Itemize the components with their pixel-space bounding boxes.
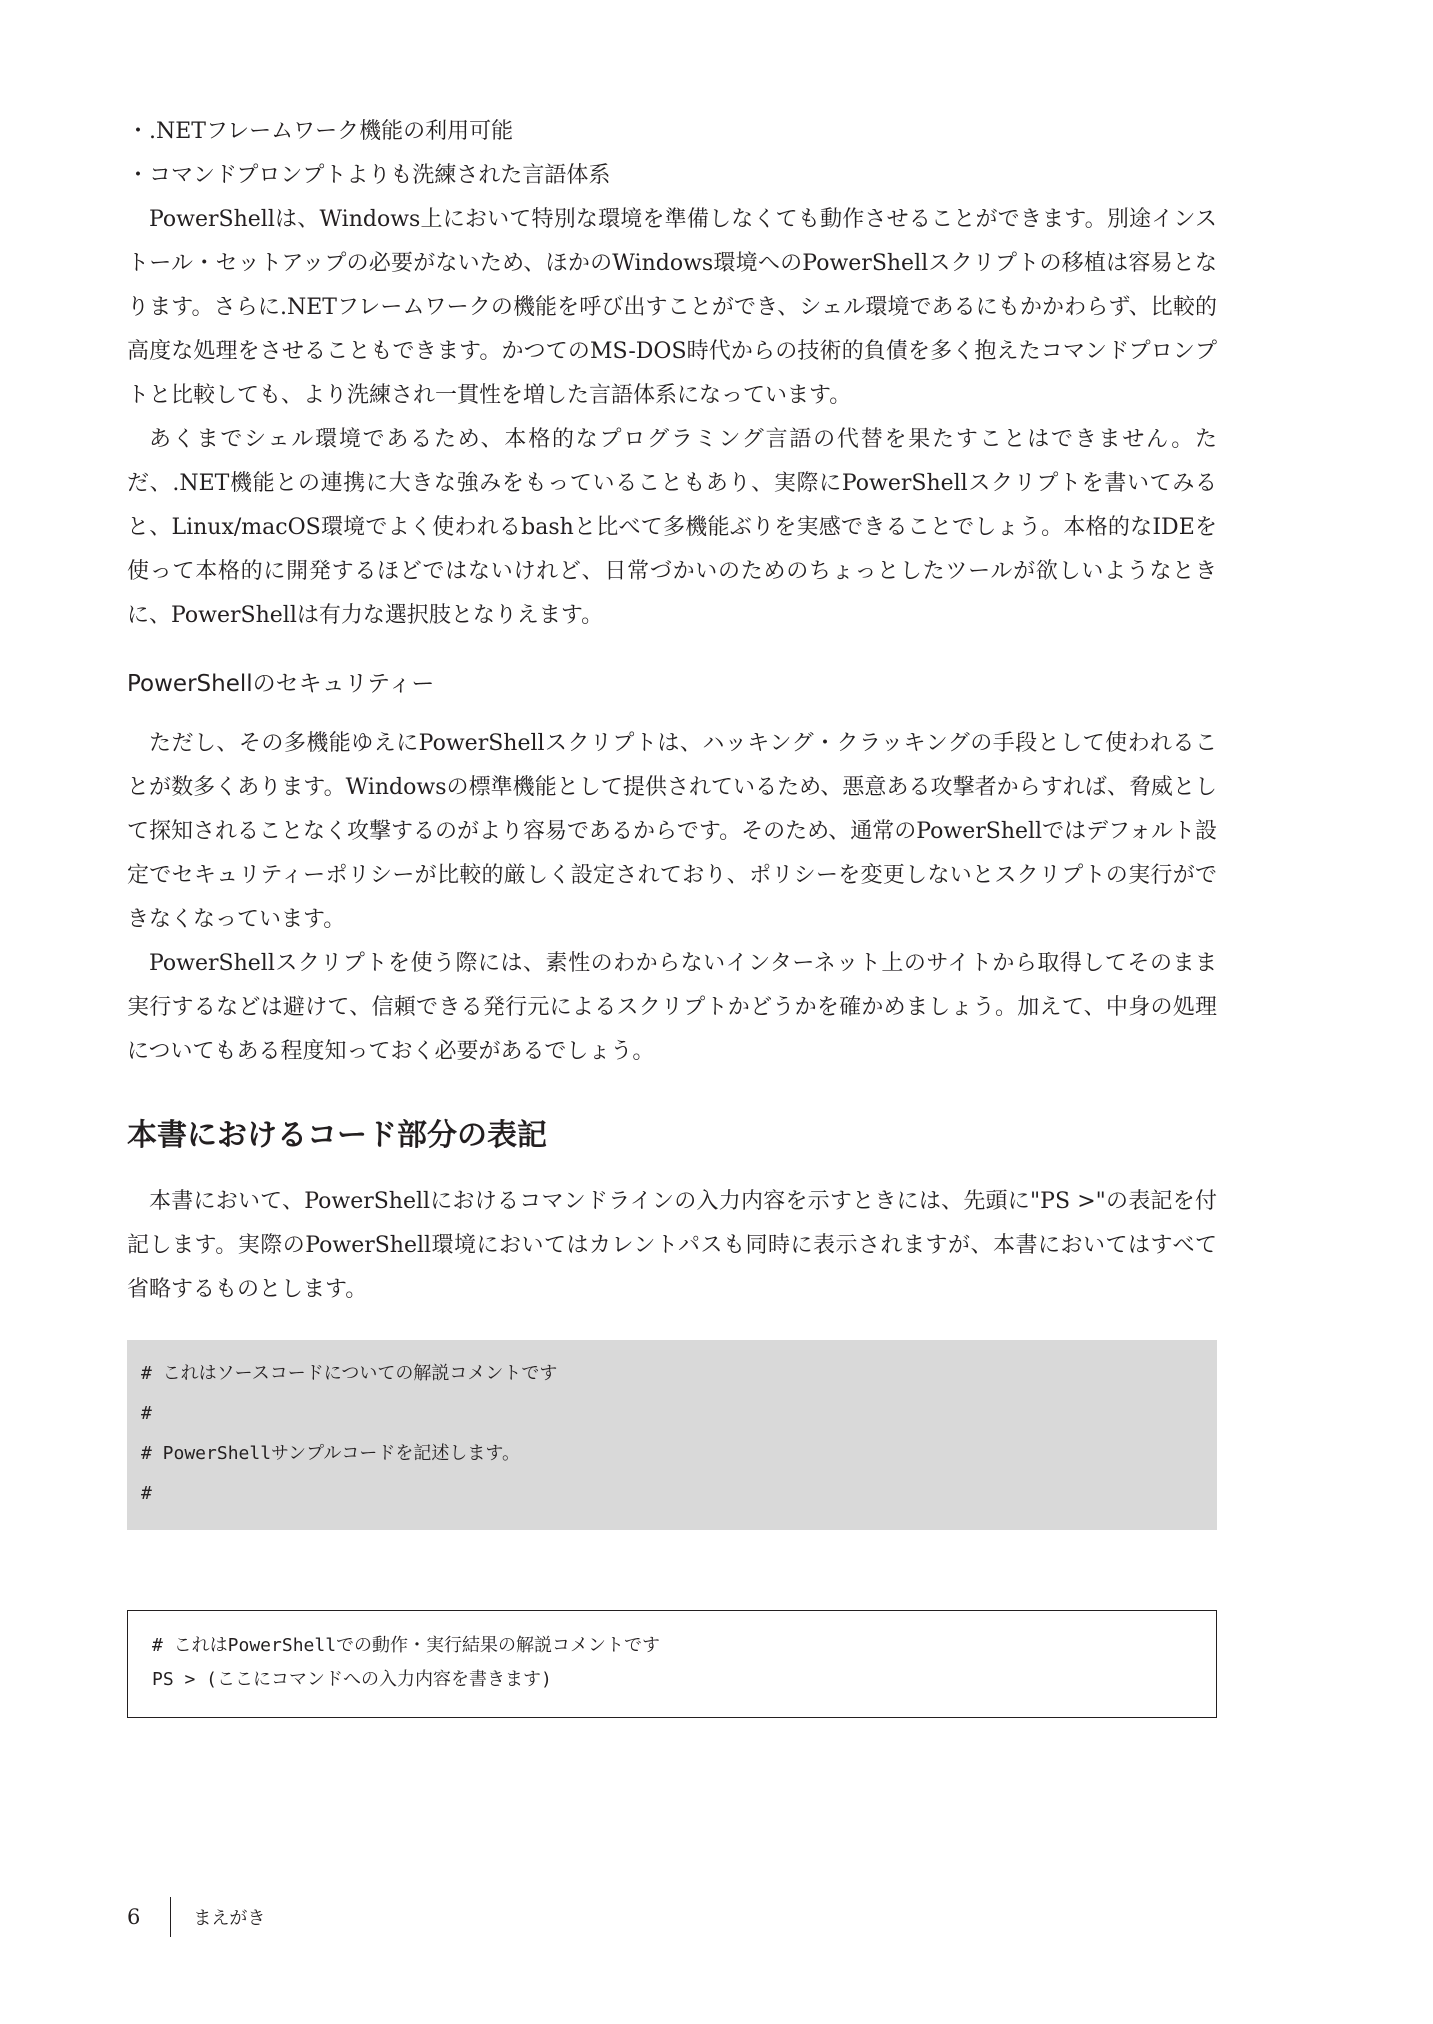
paragraph: PowerShellは、Windows上において特別な環境を準備しなくても動作させることができます。別途インストール・セットアップの必要がないため、ほかのWindows環境へのPowerShellスクリプトの移植は容易となります。さらに.NETフレームワークの機能を呼び出すことができ、シェル環境であるにもかかわらず、比較的高度な処理をさせることもできます。かつてのMS-DOS時代からの技術的負債を多く抱えたコマンドプロンプトと比較しても、より洗練され一貫性を増した言語体系になっています。	[127, 207, 1217, 408]
code-line: #	[141, 1403, 152, 1424]
page-number: 6	[127, 1905, 141, 1929]
code-line: # これはソースコードについての解説コメントです	[141, 1363, 558, 1384]
source-code-block	[127, 1340, 1217, 1530]
page-body	[127, 110, 1217, 1718]
paragraph: 本書において、PowerShellにおけるコマンドラインの入力内容を示すときには、先頭に"PS >"の表記を付記します。実際のPowerShell環境においてはカレントパスも同時に表示されますが、本書においてはすべて省略するものとします。	[127, 1189, 1217, 1302]
code-line: #	[141, 1483, 152, 1504]
paragraph: あくまでシェル環境であるため、本格的なプログラミング言語の代替を果たすことはできません。ただ、.NET機能との連携に大きな強みをもっていることもあり、実際にPowerShellスクリプトを書いてみると、Linux/macOS環境でよく使われるbashと比べて多機能ぶりを実感できることでしょう。本格的なIDEを使って本格的に開発するほどではないけれど、日常づかいのためのちょっとしたツールが欲しいようなときに、PowerShellは有力な選択肢となりえます。	[127, 427, 1217, 628]
code-line: # これはPowerShellでの動作・実行結果の解説コメントです	[152, 1635, 661, 1656]
chapter-name: まえがき	[193, 1908, 266, 1929]
section-heading: 本書におけるコード部分の表記	[127, 1118, 547, 1153]
console-code-block	[127, 1610, 1217, 1718]
code-line: # PowerShellサンプルコードを記述します。	[141, 1443, 520, 1464]
code-line: PS > (ここにコマンドへの入力内容を書きます)	[152, 1669, 552, 1690]
paragraph: ただし、その多機能ゆえにPowerShellスクリプトは、ハッキング・クラッキングの手段として使われることが数多くあります。Windowsの標準機能として提供されているため、悪意ある攻撃者からすれば、脅威として探知されることなく攻撃するのがより容易であるからです。そのため、通常のPowerShellではデフォルト設定でセキュリティーポリシーが比較的厳しく設定されており、ポリシーを変更しないとスクリプトの実行ができなくなっています。	[127, 731, 1217, 932]
paragraph: PowerShellスクリプトを使う際には、素性のわからないインターネット上のサイトから取得してそのまま実行するなどは避けて、信頼できる発行元によるスクリプトかどうかを確かめましょう。加えて、中身の処理についてもある程度知っておく必要があるでしょう。	[127, 951, 1217, 1064]
bullet-item: ・コマンドプロンプトよりも洗練された言語体系	[127, 163, 611, 188]
page-footer	[127, 1895, 265, 1939]
bullet-item: ・.NETフレームワーク機能の利用可能	[127, 119, 514, 144]
footer-divider	[170, 1897, 171, 1937]
section-subheading: PowerShellのセキュリティー	[127, 671, 435, 697]
